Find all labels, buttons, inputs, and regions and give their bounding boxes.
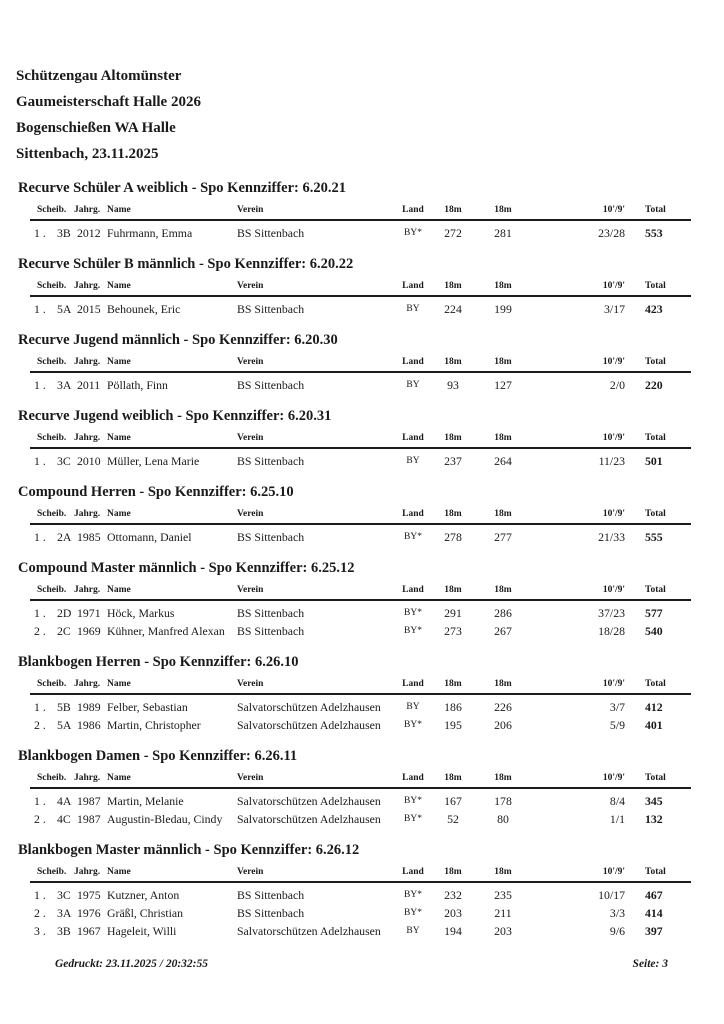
col-header-verein: Verein: [235, 507, 388, 524]
jahrg-cell: 2012: [77, 226, 101, 240]
col-header-verein: Verein: [235, 677, 388, 694]
distance2-score-cell: 267: [494, 624, 512, 638]
col-header-18m-1: 18m: [438, 677, 468, 694]
land-cell: BY: [406, 456, 420, 466]
verein-cell: BS Sittenbach: [237, 888, 305, 902]
distance2-score-cell: 178: [494, 794, 512, 808]
table-body: [30, 220, 691, 242]
col-header-jahrg: Jahrg.: [74, 279, 105, 296]
section-title: Blankbogen Damen - Spo Kennziffer: 6.26.11: [18, 748, 298, 764]
tens-nines-cell: 2/0: [609, 378, 625, 392]
result-row: [30, 922, 691, 940]
result-row: [30, 296, 691, 318]
result-section: [0, 560, 724, 640]
distance2-score-cell: 199: [494, 302, 512, 316]
col-header-scheibe: Scheib.: [30, 507, 74, 524]
result-row: [30, 220, 691, 242]
col-header-18m-2: 18m: [468, 279, 538, 296]
col-header-tens-nines: 10'/9': [538, 355, 625, 372]
verein-cell: Salvatorschützen Adelzhausen: [237, 794, 381, 808]
col-header-land: Land: [388, 431, 438, 448]
col-header-tens-nines: 10'/9': [538, 203, 625, 220]
col-header-18m-1: 18m: [438, 583, 468, 600]
results-table: [30, 279, 691, 318]
col-header-land: Land: [388, 865, 438, 882]
col-header-tens-nines: 10'/9': [538, 279, 625, 296]
rank-cell: 1 .: [34, 378, 46, 392]
jahrg-cell: 1975: [77, 888, 101, 902]
discipline-title: Bogenschießen WA Halle: [16, 120, 176, 136]
col-header-total: Total: [625, 677, 691, 694]
tens-nines-cell: 11/23: [598, 454, 625, 468]
distance2-score-cell: 127: [494, 378, 512, 392]
total-score-cell: 345: [645, 794, 663, 808]
table-body: [30, 448, 691, 470]
distance1-score-cell: 195: [444, 718, 462, 732]
col-header-name: Name: [105, 279, 235, 296]
section-title: Compound Master männlich - Spo Kennziffer: 6.25.12: [18, 560, 355, 576]
rank-cell: 2 .: [34, 624, 46, 638]
table-body: [30, 524, 691, 546]
table-header-row: [30, 583, 691, 600]
verein-cell: BS Sittenbach: [237, 624, 305, 638]
name-cell: Ottomann, Daniel: [107, 530, 192, 544]
col-header-tens-nines: 10'/9': [538, 677, 625, 694]
verein-cell: BS Sittenbach: [237, 226, 305, 240]
organization-title: Schützengau Altomünster: [16, 68, 182, 84]
total-score-cell: 397: [645, 924, 663, 938]
result-section: [0, 842, 724, 940]
table-body: [30, 694, 691, 734]
rank-cell: 1 .: [34, 794, 46, 808]
results-table: [30, 507, 691, 546]
land-cell: BY*: [404, 890, 422, 900]
col-header-land: Land: [388, 203, 438, 220]
scheibe-cell: 2A: [57, 530, 72, 544]
scheibe-cell: 3C: [57, 888, 71, 902]
total-score-cell: 132: [645, 812, 663, 826]
col-header-verein: Verein: [235, 203, 388, 220]
total-score-cell: 220: [645, 378, 663, 392]
result-row: [30, 372, 691, 394]
section-title: Recurve Jugend männlich - Spo Kennziffer: 6.20.30: [18, 332, 338, 348]
distance1-score-cell: 278: [444, 530, 462, 544]
rank-cell: 1 .: [34, 888, 46, 902]
distance1-score-cell: 272: [444, 226, 462, 240]
rank-cell: 1 .: [34, 700, 46, 714]
tens-nines-cell: 3/3: [609, 906, 625, 920]
col-header-jahrg: Jahrg.: [74, 355, 105, 372]
result-row: [30, 622, 691, 640]
section-title: Blankbogen Herren - Spo Kennziffer: 6.26.10: [18, 654, 299, 670]
verein-cell: BS Sittenbach: [237, 606, 305, 620]
jahrg-cell: 1967: [77, 924, 101, 938]
table-body: [30, 882, 691, 940]
scheibe-cell: 5A: [57, 302, 72, 316]
tens-nines-cell: 3/7: [609, 700, 625, 714]
col-header-tens-nines: 10'/9': [538, 507, 625, 524]
location-date: Sittenbach, 23.11.2025: [16, 146, 159, 162]
scheibe-cell: 5A: [57, 718, 72, 732]
tens-nines-cell: 10/17: [598, 888, 625, 902]
col-header-land: Land: [388, 355, 438, 372]
results-table: [30, 431, 691, 470]
col-header-land: Land: [388, 507, 438, 524]
jahrg-cell: 1976: [77, 906, 101, 920]
col-header-tens-nines: 10'/9': [538, 865, 625, 882]
col-header-verein: Verein: [235, 431, 388, 448]
jahrg-cell: 1986: [77, 718, 101, 732]
distance1-score-cell: 232: [444, 888, 462, 902]
result-row: [30, 716, 691, 734]
col-header-jahrg: Jahrg.: [74, 771, 105, 788]
distance2-score-cell: 80: [497, 812, 509, 826]
distance2-score-cell: 235: [494, 888, 512, 902]
land-cell: BY*: [404, 796, 422, 806]
land-cell: BY*: [404, 532, 422, 542]
col-header-tens-nines: 10'/9': [538, 771, 625, 788]
distance1-score-cell: 52: [447, 812, 459, 826]
tens-nines-cell: 8/4: [609, 794, 625, 808]
land-cell: BY: [406, 304, 420, 314]
name-cell: Kutzner, Anton: [107, 888, 180, 902]
total-score-cell: 501: [645, 454, 663, 468]
result-row: [30, 524, 691, 546]
col-header-tens-nines: 10'/9': [538, 431, 625, 448]
section-title: Recurve Jugend weiblich - Spo Kennziffer: 6.20.31: [18, 408, 332, 424]
col-header-18m-2: 18m: [468, 677, 538, 694]
col-header-name: Name: [105, 431, 235, 448]
jahrg-cell: 1971: [77, 606, 101, 620]
document-header: [0, 0, 724, 167]
col-header-scheibe: Scheib.: [30, 203, 74, 220]
col-header-verein: Verein: [235, 583, 388, 600]
land-cell: BY*: [404, 720, 422, 730]
distance2-score-cell: 226: [494, 700, 512, 714]
rank-cell: 1 .: [34, 606, 46, 620]
table-body: [30, 296, 691, 318]
col-header-jahrg: Jahrg.: [74, 203, 105, 220]
results-table: [30, 583, 691, 640]
table-header-row: [30, 771, 691, 788]
col-header-total: Total: [625, 865, 691, 882]
rank-cell: 1 .: [34, 454, 46, 468]
results-table: [30, 771, 691, 828]
col-header-total: Total: [625, 507, 691, 524]
result-row: [30, 810, 691, 828]
col-header-name: Name: [105, 677, 235, 694]
total-score-cell: 412: [645, 700, 663, 714]
col-header-name: Name: [105, 583, 235, 600]
col-header-total: Total: [625, 431, 691, 448]
table-body: [30, 372, 691, 394]
scheibe-cell: 3A: [57, 378, 72, 392]
tens-nines-cell: 37/23: [598, 606, 625, 620]
col-header-18m-1: 18m: [438, 507, 468, 524]
verein-cell: Salvatorschützen Adelzhausen: [237, 718, 381, 732]
col-header-18m-2: 18m: [468, 355, 538, 372]
verein-cell: Salvatorschützen Adelzhausen: [237, 812, 381, 826]
total-score-cell: 553: [645, 226, 663, 240]
col-header-18m-1: 18m: [438, 865, 468, 882]
col-header-verein: Verein: [235, 865, 388, 882]
results-table: [30, 677, 691, 734]
land-cell: BY: [406, 702, 420, 712]
col-header-total: Total: [625, 203, 691, 220]
result-row: [30, 904, 691, 922]
name-cell: Augustin-Bledau, Cindy: [107, 812, 223, 826]
name-cell: Höck, Markus: [107, 606, 175, 620]
col-header-18m-1: 18m: [438, 279, 468, 296]
result-row: [30, 694, 691, 716]
name-cell: Fuhrmann, Emma: [107, 226, 193, 240]
scheibe-cell: 3B: [57, 924, 71, 938]
jahrg-cell: 2011: [77, 378, 101, 392]
distance1-score-cell: 93: [447, 378, 459, 392]
col-header-18m-1: 18m: [438, 203, 468, 220]
printed-timestamp: Gedruckt: 23.11.2025 / 20:32:55: [55, 958, 209, 970]
col-header-total: Total: [625, 279, 691, 296]
rank-cell: 2 .: [34, 812, 46, 826]
table-header-row: [30, 865, 691, 882]
col-header-name: Name: [105, 865, 235, 882]
jahrg-cell: 1969: [77, 624, 101, 638]
distance2-score-cell: 286: [494, 606, 512, 620]
rank-cell: 1 .: [34, 302, 46, 316]
table-header-row: [30, 507, 691, 524]
col-header-land: Land: [388, 279, 438, 296]
table-body: [30, 788, 691, 828]
event-title: Gaumeisterschaft Halle 2026: [16, 94, 201, 110]
result-section: [0, 484, 724, 546]
sections-container: [0, 180, 724, 940]
land-cell: BY*: [404, 228, 422, 238]
col-header-scheibe: Scheib.: [30, 865, 74, 882]
col-header-verein: Verein: [235, 279, 388, 296]
total-score-cell: 467: [645, 888, 663, 902]
tens-nines-cell: 18/28: [598, 624, 625, 638]
scheibe-cell: 3A: [57, 906, 72, 920]
col-header-scheibe: Scheib.: [30, 677, 74, 694]
jahrg-cell: 1985: [77, 530, 101, 544]
rank-cell: 3 .: [34, 924, 46, 938]
col-header-total: Total: [625, 583, 691, 600]
distance2-score-cell: 277: [494, 530, 512, 544]
distance1-score-cell: 291: [444, 606, 462, 620]
col-header-jahrg: Jahrg.: [74, 507, 105, 524]
results-table: [30, 355, 691, 394]
land-cell: BY*: [404, 626, 422, 636]
scheibe-cell: 3B: [57, 226, 71, 240]
section-title: Blankbogen Master männlich - Spo Kennziffer: 6.26.12: [18, 842, 360, 858]
scheibe-cell: 2C: [57, 624, 71, 638]
scheibe-cell: 3C: [57, 454, 71, 468]
result-section: [0, 654, 724, 734]
verein-cell: BS Sittenbach: [237, 302, 305, 316]
distance1-score-cell: 237: [444, 454, 462, 468]
verein-cell: Salvatorschützen Adelzhausen: [237, 924, 381, 938]
section-title: Recurve Schüler A weiblich - Spo Kennziffer: 6.20.21: [18, 180, 346, 196]
col-header-name: Name: [105, 771, 235, 788]
rank-cell: 2 .: [34, 906, 46, 920]
col-header-jahrg: Jahrg.: [74, 677, 105, 694]
total-score-cell: 401: [645, 718, 663, 732]
jahrg-cell: 1989: [77, 700, 101, 714]
section-title: Recurve Schüler B männlich - Spo Kennziffer: 6.20.22: [18, 256, 354, 272]
result-row: [30, 448, 691, 470]
name-cell: Gräßl, Christian: [107, 906, 184, 920]
rank-cell: 1 .: [34, 226, 46, 240]
results-table: [30, 203, 691, 242]
rank-cell: 2 .: [34, 718, 46, 732]
tens-nines-cell: 3/17: [604, 302, 625, 316]
jahrg-cell: 2010: [77, 454, 101, 468]
jahrg-cell: 1987: [77, 794, 101, 808]
result-row: [30, 788, 691, 810]
name-cell: Hageleit, Willi: [107, 924, 177, 938]
col-header-land: Land: [388, 583, 438, 600]
col-header-scheibe: Scheib.: [30, 583, 74, 600]
col-header-jahrg: Jahrg.: [74, 865, 105, 882]
result-row: [30, 600, 691, 622]
col-header-scheibe: Scheib.: [30, 771, 74, 788]
distance2-score-cell: 281: [494, 226, 512, 240]
tens-nines-cell: 1/1: [609, 812, 625, 826]
name-cell: Müller, Lena Marie: [107, 454, 200, 468]
col-header-land: Land: [388, 771, 438, 788]
distance1-score-cell: 273: [444, 624, 462, 638]
page-number: Seite: 3: [632, 958, 668, 970]
tens-nines-cell: 9/6: [609, 924, 625, 938]
col-header-18m-1: 18m: [438, 771, 468, 788]
verein-cell: BS Sittenbach: [237, 454, 305, 468]
results-table: [30, 865, 691, 940]
col-header-total: Total: [625, 771, 691, 788]
result-row: [30, 882, 691, 904]
total-score-cell: 577: [645, 606, 663, 620]
tens-nines-cell: 5/9: [609, 718, 625, 732]
total-score-cell: 414: [645, 906, 663, 920]
name-cell: Behounek, Eric: [107, 302, 181, 316]
tens-nines-cell: 21/33: [598, 530, 625, 544]
col-header-verein: Verein: [235, 355, 388, 372]
distance1-score-cell: 186: [444, 700, 462, 714]
col-header-verein: Verein: [235, 771, 388, 788]
col-header-name: Name: [105, 355, 235, 372]
scheibe-cell: 4A: [57, 794, 72, 808]
jahrg-cell: 2015: [77, 302, 101, 316]
distance1-score-cell: 203: [444, 906, 462, 920]
col-header-land: Land: [388, 677, 438, 694]
total-score-cell: 540: [645, 624, 663, 638]
verein-cell: BS Sittenbach: [237, 906, 305, 920]
name-cell: Martin, Melanie: [107, 794, 184, 808]
result-section: [0, 408, 724, 470]
verein-cell: BS Sittenbach: [237, 378, 305, 392]
col-header-18m-2: 18m: [468, 431, 538, 448]
land-cell: BY: [406, 380, 420, 390]
verein-cell: Salvatorschützen Adelzhausen: [237, 700, 381, 714]
land-cell: BY*: [404, 814, 422, 824]
scheibe-cell: 5B: [57, 700, 71, 714]
table-header-row: [30, 431, 691, 448]
col-header-18m-2: 18m: [468, 583, 538, 600]
total-score-cell: 423: [645, 302, 663, 316]
scheibe-cell: 4C: [57, 812, 71, 826]
land-cell: BY*: [404, 608, 422, 618]
name-cell: Pöllath, Finn: [107, 378, 168, 392]
col-header-18m-2: 18m: [468, 865, 538, 882]
result-section: [0, 180, 724, 242]
col-header-jahrg: Jahrg.: [74, 431, 105, 448]
col-header-18m-2: 18m: [468, 507, 538, 524]
col-header-18m-2: 18m: [468, 771, 538, 788]
rank-cell: 1 .: [34, 530, 46, 544]
col-header-jahrg: Jahrg.: [74, 583, 105, 600]
col-header-tens-nines: 10'/9': [538, 583, 625, 600]
col-header-18m-2: 18m: [468, 203, 538, 220]
distance1-score-cell: 194: [444, 924, 462, 938]
scheibe-cell: 2D: [57, 606, 72, 620]
table-header-row: [30, 355, 691, 372]
table-body: [30, 600, 691, 640]
distance2-score-cell: 211: [494, 906, 512, 920]
col-header-scheibe: Scheib.: [30, 355, 74, 372]
name-cell: Felber, Sebastian: [107, 700, 188, 714]
table-header-row: [30, 279, 691, 296]
total-score-cell: 555: [645, 530, 663, 544]
col-header-18m-1: 18m: [438, 355, 468, 372]
land-cell: BY: [406, 926, 420, 936]
col-header-18m-1: 18m: [438, 431, 468, 448]
distance2-score-cell: 206: [494, 718, 512, 732]
land-cell: BY*: [404, 908, 422, 918]
table-header-row: [30, 677, 691, 694]
col-header-name: Name: [105, 507, 235, 524]
jahrg-cell: 1987: [77, 812, 101, 826]
result-section: [0, 256, 724, 318]
name-cell: Kühner, Manfred Alexan: [107, 624, 225, 638]
tens-nines-cell: 23/28: [598, 226, 625, 240]
col-header-name: Name: [105, 203, 235, 220]
result-section: [0, 332, 724, 394]
section-title: Compound Herren - Spo Kennziffer: 6.25.10: [18, 484, 294, 500]
col-header-total: Total: [625, 355, 691, 372]
col-header-scheibe: Scheib.: [30, 431, 74, 448]
name-cell: Martin, Christopher: [107, 718, 201, 732]
distance2-score-cell: 203: [494, 924, 512, 938]
distance1-score-cell: 167: [444, 794, 462, 808]
distance2-score-cell: 264: [494, 454, 512, 468]
result-section: [0, 748, 724, 828]
table-header-row: [30, 203, 691, 220]
distance1-score-cell: 224: [444, 302, 462, 316]
verein-cell: BS Sittenbach: [237, 530, 305, 544]
col-header-scheibe: Scheib.: [30, 279, 74, 296]
